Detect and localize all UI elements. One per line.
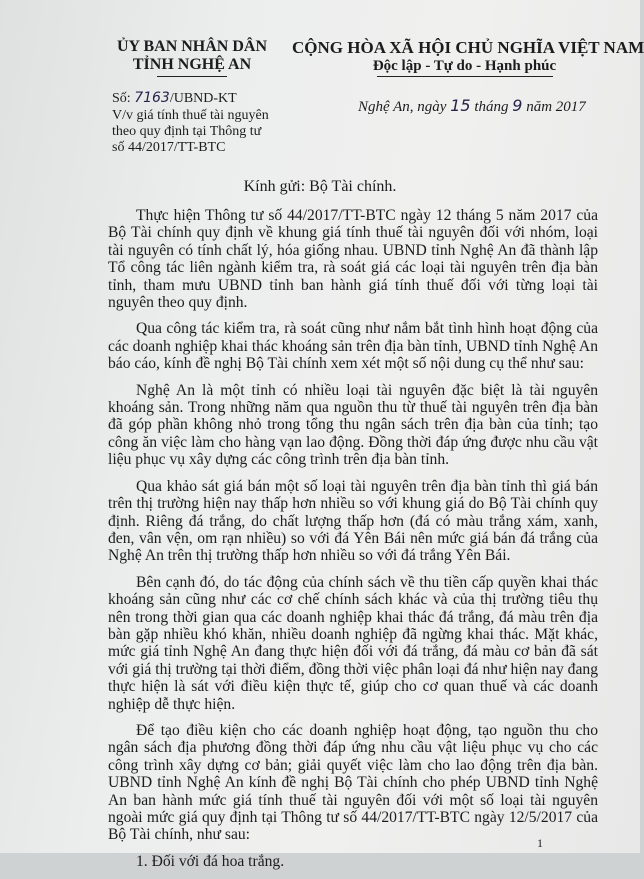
doc-number-suffix: /UBND-KT	[169, 91, 237, 106]
date-day-handwritten: 15	[450, 96, 471, 115]
body-paragraph-2: Qua công tác kiểm tra, rà soát cũng như nắm bắt tình hình hoạt động của các doanh nghiệp khai thác khoáng sản trên địa bàn tỉnh, UBND tỉnh Nghệ An báo cáo, kính đề nghị Bộ Tài chính xem xét một số nội dung cụ thể như sau:	[108, 320, 598, 373]
date-month-label: tháng	[474, 99, 509, 115]
body-paragraph-6: Để tạo điều kiện cho các doanh nghiệp hoạt động, tạo nguồn thu cho ngân sách địa phương đồng thời đáp ứng nhu cầu vật liệu phục vụ cho các công trình xây dựng cơ bản; giải quyết việc làm cho lao động trên địa bàn. UBND tỉnh Nghệ An kính đề nghị Bộ Tài chính cho phép UBND tỉnh Nghệ An ban hành mức giá tính thuế tài nguyên đối với một số loại tài nguyên ngoài mức giá quy định tại Thông tư số 44/2017/TT-BTC ngày 12/5/2017 của Bộ Tài chính, như sau:	[108, 721, 598, 844]
subject-block	[112, 108, 302, 156]
body-paragraph-4: Qua khảo sát giá bán một số loại tài nguyên trên địa bàn tỉnh thì giá bán trên thị trường hiện nay thấp hơn nhiều so với khung giá do Bộ Tài chính quy định. Riêng đá trắng, do chất lượng thấp hơn (đá có màu trắng xám, xanh, đen, vân vện, om rạn nhiều) so với đá Yên Bái nên mức giá bán đá trắng của Nghệ An trên thị trường thấp hơn nhiều so với đá trắng Yên Bái.	[108, 477, 598, 565]
date-month-handwritten: 9	[512, 96, 523, 115]
agency-header	[112, 38, 272, 77]
subject-line-3: số 44/2017/TT-BTC	[112, 140, 226, 155]
date-line	[358, 96, 586, 116]
date-prefix: Nghệ An, ngày	[358, 99, 447, 115]
body-paragraph-1: Thực hiện Thông tư số 44/2017/TT-BTC ngày 12 tháng 5 năm 2017 của Bộ Tài chính quy định về khung giá tính thuế tài nguyên đối với nhóm, loại tài nguyên có tính chất lý, hóa giống nhau. UBND tỉnh Nghệ An đã thành lập Tổ công tác liên ngành kiểm tra, rà soát giá các loại tài nguyên trên địa bàn tỉnh, tham mưu UBND tỉnh ban hành giá tính thuế đối với từng loại tài nguyên theo quy định.	[108, 207, 598, 312]
subject-line-2: theo quy định tại Thông tư	[112, 124, 262, 139]
body-paragraph-5: Bên cạnh đó, do tác động của chính sách về thu tiền cấp quyền khai thác khoáng sản cũng như các cơ chế chính sách khác và của thị trường tiêu thụ nên trong thời gian qua các doanh nghiệp khai thác đá trắng, đá màu trên địa bàn gặp nhiều khó khăn, nhiều doanh nghiệp đã ngừng khai thác. Mặt khác, mức giá tỉnh Nghệ An đang thực hiện đối với đá trắng, đá màu cơ bản đã sát với giá thị trường tại thời điểm, đồng thời việc phân loại đá như hiện nay đang thực hiện là sát với điều kiện thực tế, giúp cho cơ quan thuế và các doanh nghiệp dễ thực hiện.	[108, 573, 598, 713]
motto: Độc lập - Tự do - Hạnh phúc	[372, 58, 557, 74]
nation-title: CỘNG HÒA XÃ HỘI CHỦ NGHĨA VIỆT NAM	[292, 38, 644, 57]
subject-line-1: V/v giá tính thuế tài nguyên	[112, 108, 269, 123]
date-year: năm 2017	[526, 99, 586, 115]
national-header	[292, 38, 644, 77]
recipient-line: Kính gửi: Bộ Tài chính.	[243, 178, 397, 195]
motto-underline	[377, 76, 553, 77]
letter-body	[108, 207, 598, 879]
section-item-1: 1. Đối với đá hoa trắng.	[136, 852, 285, 870]
document-number	[112, 90, 237, 107]
agency-underline	[157, 76, 227, 77]
doc-number-handwritten: 7163	[134, 90, 170, 106]
body-paragraph-3: Nghệ An là một tỉnh có nhiều loại tài nguyên đặc biệt là tài nguyên khoáng sản. Trong những năm qua nguồn thu từ thuế tài nguyên trên địa bàn đã góp phần không nhỏ trong tổng thu ngân sách trên địa bàn của tỉnh; tạo công ăn việc làm cho hàng vạn lao động. Đồng thời đáp ứng được nhu cầu vật liệu phục vụ xây dựng các công trình trên địa bàn tỉnh.	[108, 381, 598, 469]
doc-number-prefix: Số:	[112, 91, 131, 106]
agency-line-1: ỦY BAN NHÂN DÂN	[116, 38, 268, 55]
agency-line-2: TỈNH NGHỆ AN	[132, 56, 252, 73]
page-number: 1	[537, 836, 543, 850]
